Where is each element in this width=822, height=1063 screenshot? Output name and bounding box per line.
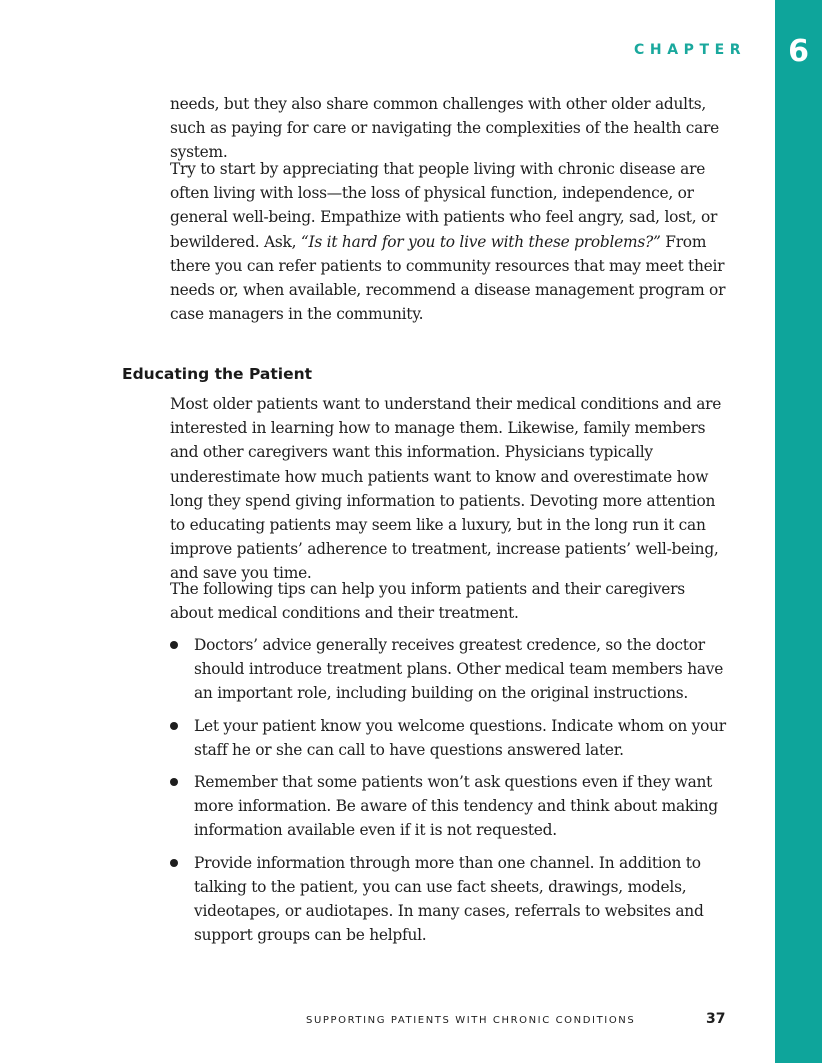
paragraph-continuation: needs, but they also share common challenges with other older adults, such as paying for care or navigating the complexities of the health care system.	[170, 95, 720, 162]
paragraph-educating: Most older patients want to understand their medical conditions and are interested in learning how to manage them. Likewise, family members and other caregivers want this information. Physicians typically underestimate how much patients want to know and overestimate how long they spend giving information to patients. Devoting more attention to educating patients may seem like a luxury, but in the long run it can improve patients’ adherence to treatment, increase patients’ well-being, and save you time.	[170, 395, 722, 583]
running-footer-title: SUPPORTING PATIENTS WITH CHRONIC CONDITIONS	[306, 1015, 636, 1026]
paragraph-tips-intro: The following tips can help you inform patients and their caregivers about medical conditions and their treatment.	[170, 580, 685, 623]
list-item	[170, 714, 740, 762]
chapter-number: 6	[788, 34, 809, 69]
list-item-text: Provide information through more than one channel. In addition to talking to the patient, you can use fact sheets, drawings, models, videotapes, or audiotapes. In many cases, referrals to websites and support groups can be helpful.	[194, 853, 704, 945]
section-heading: Educating the Patient	[122, 365, 313, 383]
paragraph-empathy-quote: “Is it hard for you to live with these problems?”	[300, 232, 661, 251]
bullet-dot-icon	[170, 778, 178, 786]
paragraph-empathy	[170, 157, 730, 326]
page-number: 37	[706, 1011, 726, 1027]
tips-list	[170, 633, 740, 955]
list-item	[170, 633, 740, 706]
bullet-dot-icon	[170, 722, 178, 730]
chapter-side-bar	[775, 0, 822, 1063]
bullet-dot-icon	[170, 641, 178, 649]
list-item	[170, 851, 740, 948]
list-item-text: Let your patient know you welcome questions. Indicate whom on your staff he or she can call to have questions answered later.	[194, 716, 726, 759]
chapter-label: CHAPTER	[634, 42, 747, 58]
paragraph-empathy-part-2: From there you can refer patients to community resources that may meet their needs or, when available, recommend a disease management program or case managers in the community.	[170, 232, 726, 324]
list-item	[170, 770, 740, 843]
paragraph-empathy-part-1: Try to start by appreciating that people living with chronic disease are often living with loss—the loss of physical function, independence, or general well-being. Empathize with patients who feel angry, sad, lost, or bewildered. Ask,	[170, 160, 718, 251]
bullet-dot-icon	[170, 859, 178, 867]
list-item-text: Doctors’ advice generally receives greatest credence, so the doctor should introduce treatment plans. Other medical team members have an important role, including building on the original instructions.	[194, 636, 724, 703]
list-item-text: Remember that some patients won’t ask questions even if they want more information. Be aware of this tendency and think about making information available even if it is not requested.	[194, 773, 718, 840]
